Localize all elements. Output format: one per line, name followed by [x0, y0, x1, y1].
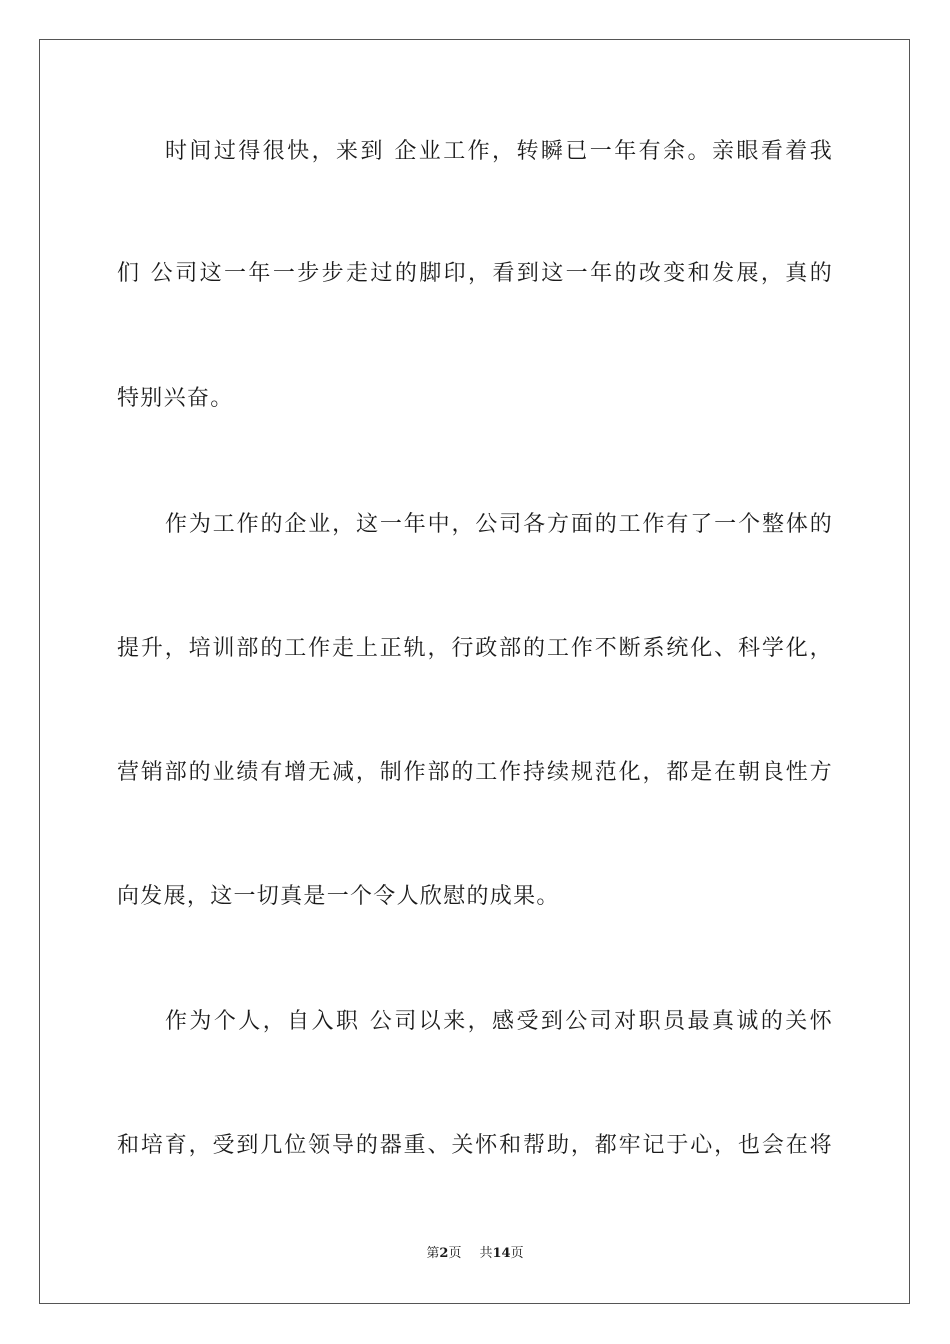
total-prefix: 共 [479, 1246, 493, 1261]
text-line-4: 作为工作的企业，这一年中，公司各方面的工作有了一个整体的 [165, 512, 833, 537]
text-line-9: 和培育，受到几位领导的器重、关怀和帮助，都牢记于心，也会在将 [117, 1133, 833, 1158]
text-line-8: 作为个人，自入职 公司以来，感受到公司对职员最真诚的关怀 [165, 1009, 833, 1034]
text-line-6: 营销部的业绩有增无减，制作部的工作持续规范化，都是在朝良性方 [117, 760, 833, 785]
page-border [39, 39, 910, 1304]
text-line-1: 时间过得很快，来到 企业工作，转瞬已一年有余。亲眼看着我 [165, 139, 833, 164]
page-footer [0, 1245, 950, 1263]
total-pages: 14 [492, 1246, 511, 1261]
text-line-7: 向发展，这一切真是一个令人欣慰的成果。 [117, 884, 560, 909]
text-line-3: 特别兴奋。 [117, 386, 234, 411]
text-line-5: 提升，培训部的工作走上正轨，行政部的工作不断系统化、科学化， [117, 636, 833, 661]
text-line-2: 们 公司这一年一步步走过的脚印，看到这一年的改变和发展，真的 [117, 261, 833, 286]
page-number: 2 [439, 1246, 449, 1261]
page-suffix: 页 [448, 1246, 462, 1261]
total-suffix: 页 [510, 1246, 524, 1261]
page-prefix: 第 [426, 1246, 440, 1261]
